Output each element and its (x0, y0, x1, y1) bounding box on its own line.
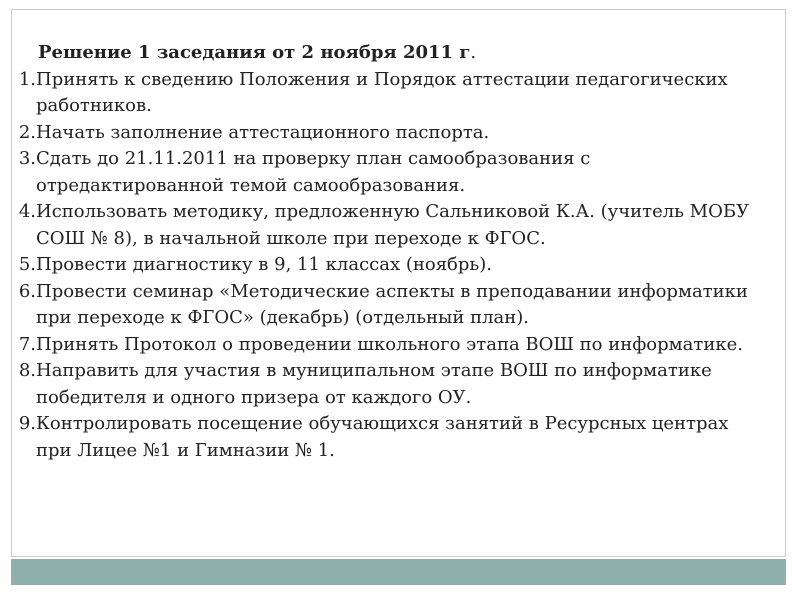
item-number: 5. (18, 254, 36, 275)
item-text: Контролировать посещение обучающихся занятий в Ресурсных центрах при Лицее №1 и Гимназии № 1. (36, 413, 729, 461)
item-number: 4. (18, 201, 36, 222)
list-item (14, 252, 774, 279)
item-number: 8. (18, 360, 36, 381)
list-item (14, 199, 774, 252)
item-text: Принять к сведению Положения и Порядок аттестации педагогических работников. (36, 68, 728, 116)
item-number: 9. (18, 413, 36, 434)
list-item (14, 358, 774, 411)
item-text: Начать заполнение аттестационного паспорта. (36, 121, 490, 143)
item-number: 3. (18, 148, 36, 169)
bottom-bar (11, 559, 786, 585)
item-number: 1. (18, 68, 36, 90)
item-text: Использовать методику, предложенную Сальниковой К.А. (учитель МОБУ СОШ № 8), в начальной школе при переходе к ФГОС. (36, 201, 750, 249)
list-item (14, 67, 774, 120)
item-text: Направить для участия в муниципальном этапе ВОШ по информатике победителя и одного призера от каждого ОУ. (36, 360, 712, 408)
title-text: Решение 1 заседания от 2 ноября 2011 г (38, 42, 471, 63)
decision-list (14, 67, 774, 465)
title-suffix: . (470, 42, 477, 63)
item-text: Принять Протокол о проведении школьного этапа ВОШ по информатике. (36, 333, 743, 355)
list-item (14, 120, 774, 147)
list-item (14, 411, 774, 464)
item-text: Сдать до 21.11.2011 на проверку план самообразования с отредактированной темой самообразования. (36, 148, 591, 196)
item-text: Провести семинар «Методические аспекты в преподавании информатики при переходе к ФГОС» (декабрь) (отдельный план). (36, 280, 748, 328)
list-item (14, 332, 774, 359)
page-title (38, 40, 774, 67)
item-number: 7. (18, 333, 36, 355)
list-item (14, 146, 774, 199)
item-number: 6. (18, 280, 36, 302)
item-number: 2. (18, 121, 36, 143)
list-item (14, 279, 774, 332)
document-body (14, 40, 774, 464)
item-text: Провести диагностику в 9, 11 классах (ноябрь). (36, 254, 492, 275)
